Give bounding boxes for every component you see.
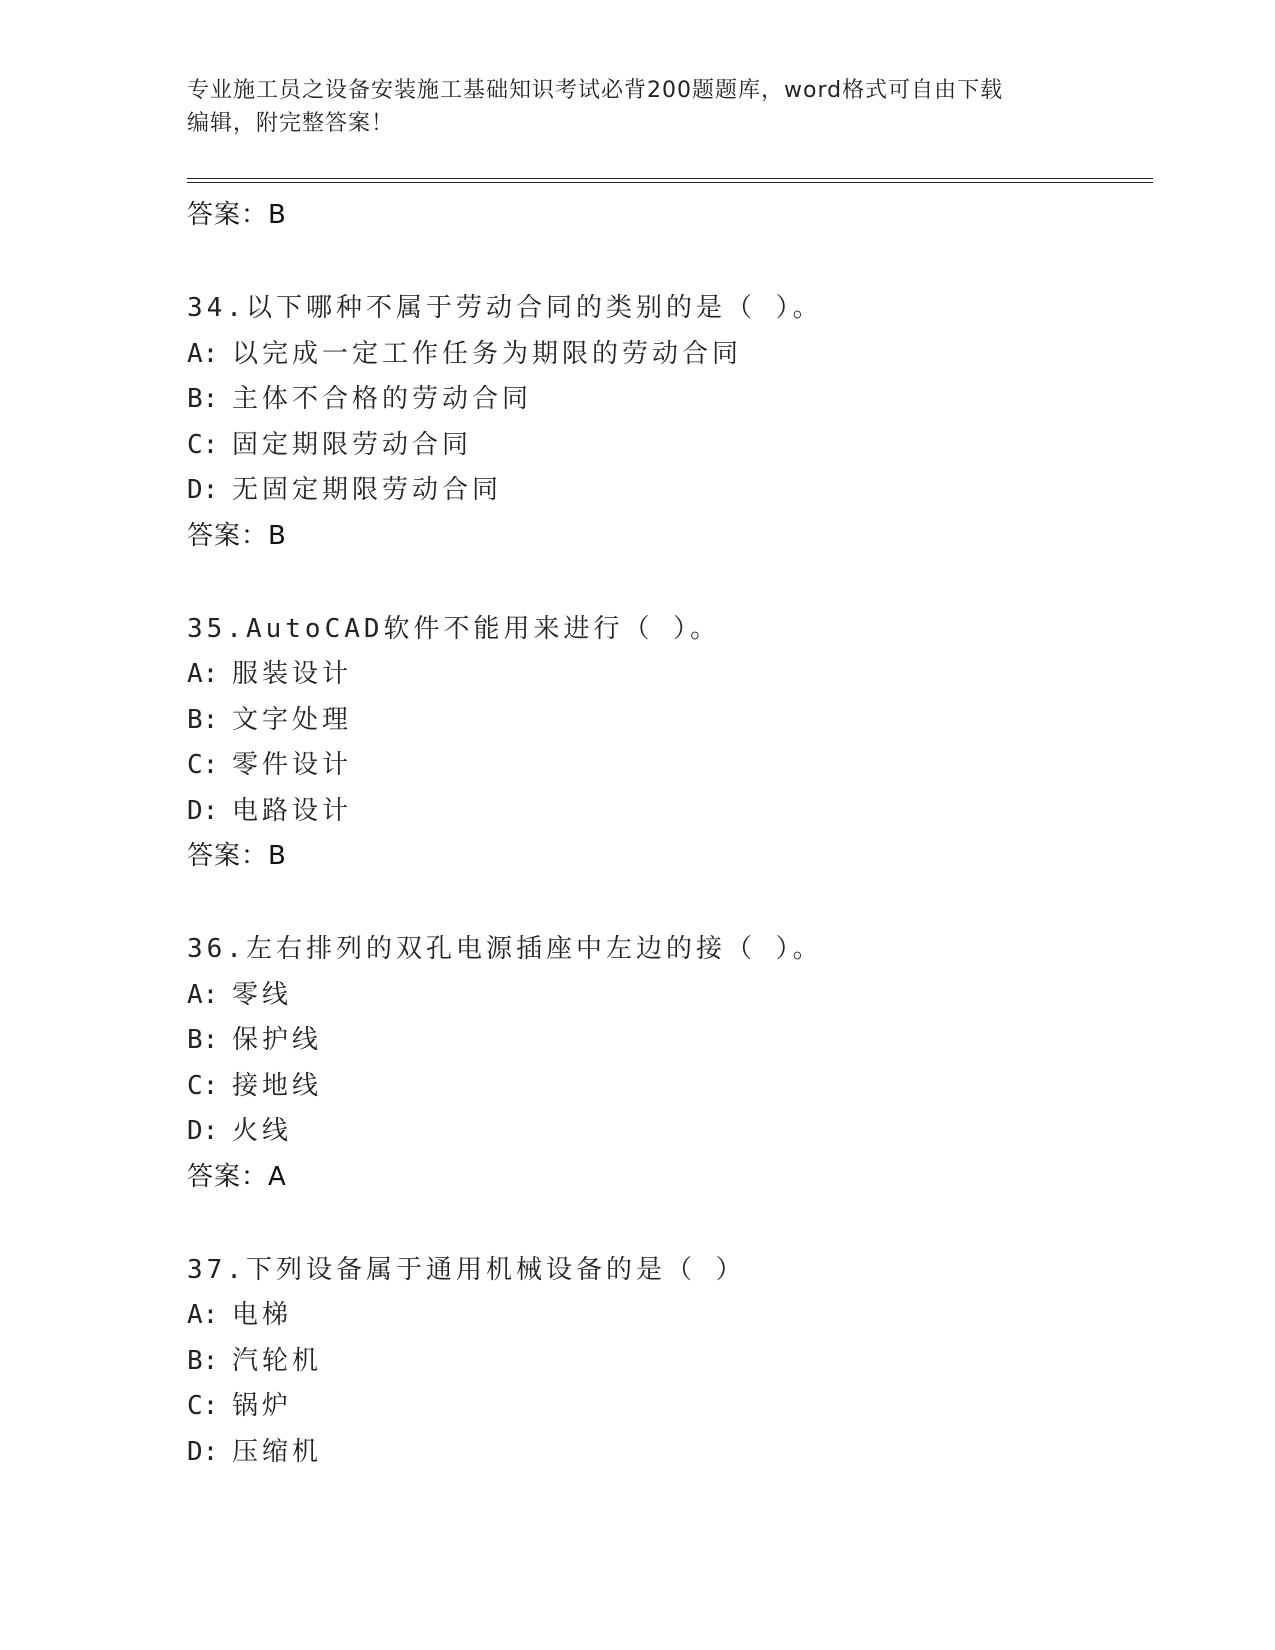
answer-line: 答案：B [187, 520, 287, 551]
option-key: C: [187, 429, 219, 460]
option-c [187, 743, 1147, 789]
answer-line: 答案：B [187, 200, 287, 230]
option-b [187, 377, 1147, 423]
option-key: D: [187, 475, 219, 505]
option-key: D: [187, 1116, 219, 1146]
option-key: A: [187, 979, 219, 1010]
header-line-2: 编辑，附完整答案！ [187, 111, 395, 136]
option-key: A: [187, 338, 219, 369]
option-text: 无固定期限劳动合同 [232, 475, 503, 505]
document-header [187, 74, 1067, 140]
header-divider-bottom [187, 182, 1153, 183]
question-block [187, 286, 1147, 559]
question-gap [187, 879, 1147, 927]
option-a [187, 973, 1147, 1019]
option-key: D: [187, 795, 219, 826]
option-text: 接地线 [232, 1070, 323, 1101]
question-gap [187, 238, 1147, 286]
question-text: 36.左右排列的双孔电源插座中左边的接（ ）。 [187, 934, 823, 964]
option-text: 主体不合格的劳动合同 [232, 384, 533, 414]
question-text: 34.以下哪种不属于劳动合同的类别的是（ ）。 [187, 293, 823, 323]
option-text: 电路设计 [232, 795, 353, 826]
option-text: 火线 [232, 1116, 293, 1146]
option-b [187, 1339, 1147, 1385]
option-d [187, 1109, 1147, 1155]
option-text: 保护线 [232, 1025, 323, 1055]
option-key: B: [187, 1025, 219, 1055]
option-text: 电梯 [232, 1300, 293, 1330]
option-text: 服装设计 [232, 659, 353, 689]
option-b [187, 698, 1147, 744]
option-a [187, 1293, 1147, 1339]
question-gap [187, 559, 1147, 607]
option-key: B: [187, 1345, 219, 1376]
option-text: 以完成一定工作任务为期限的劳动合同 [232, 338, 743, 369]
option-key: C: [187, 1070, 219, 1101]
option-text: 零线 [232, 979, 293, 1010]
option-d [187, 789, 1147, 835]
option-key: B: [187, 704, 219, 735]
option-d [187, 1430, 1147, 1476]
question-gap [187, 1200, 1147, 1248]
option-b [187, 1018, 1147, 1064]
question-text: 35.AutoCAD软件不能用来进行（ ）。 [187, 613, 721, 644]
option-a [187, 332, 1147, 378]
option-a [187, 652, 1147, 698]
option-key: C: [187, 750, 219, 780]
question-block [187, 927, 1147, 1200]
answer-line: 答案：B [187, 841, 287, 871]
option-c [187, 1384, 1147, 1430]
option-key: A: [187, 659, 219, 689]
option-key: B: [187, 384, 219, 414]
header-line-1: 专业施工员之设备安装施工基础知识考试必背200题题库，word格式可自由下载 [187, 78, 1004, 103]
question-block [187, 1248, 1147, 1476]
option-text: 汽轮机 [232, 1345, 323, 1376]
header-divider-top [187, 178, 1153, 179]
option-text: 零件设计 [232, 750, 353, 780]
option-text: 压缩机 [232, 1436, 323, 1467]
question-text: 37.下列设备属于通用机械设备的是（ ） [187, 1254, 746, 1285]
option-d [187, 468, 1147, 514]
option-c [187, 423, 1147, 469]
option-c [187, 1064, 1147, 1110]
option-text: 文字处理 [232, 704, 353, 735]
option-text: 固定期限劳动合同 [232, 429, 473, 460]
question-list [187, 193, 1147, 1475]
option-key: A: [187, 1300, 219, 1330]
option-key: C: [187, 1391, 219, 1421]
option-text: 锅炉 [232, 1391, 293, 1421]
question-block [187, 607, 1147, 880]
option-key: D: [187, 1436, 219, 1467]
answer-line: 答案：A [187, 1161, 287, 1192]
